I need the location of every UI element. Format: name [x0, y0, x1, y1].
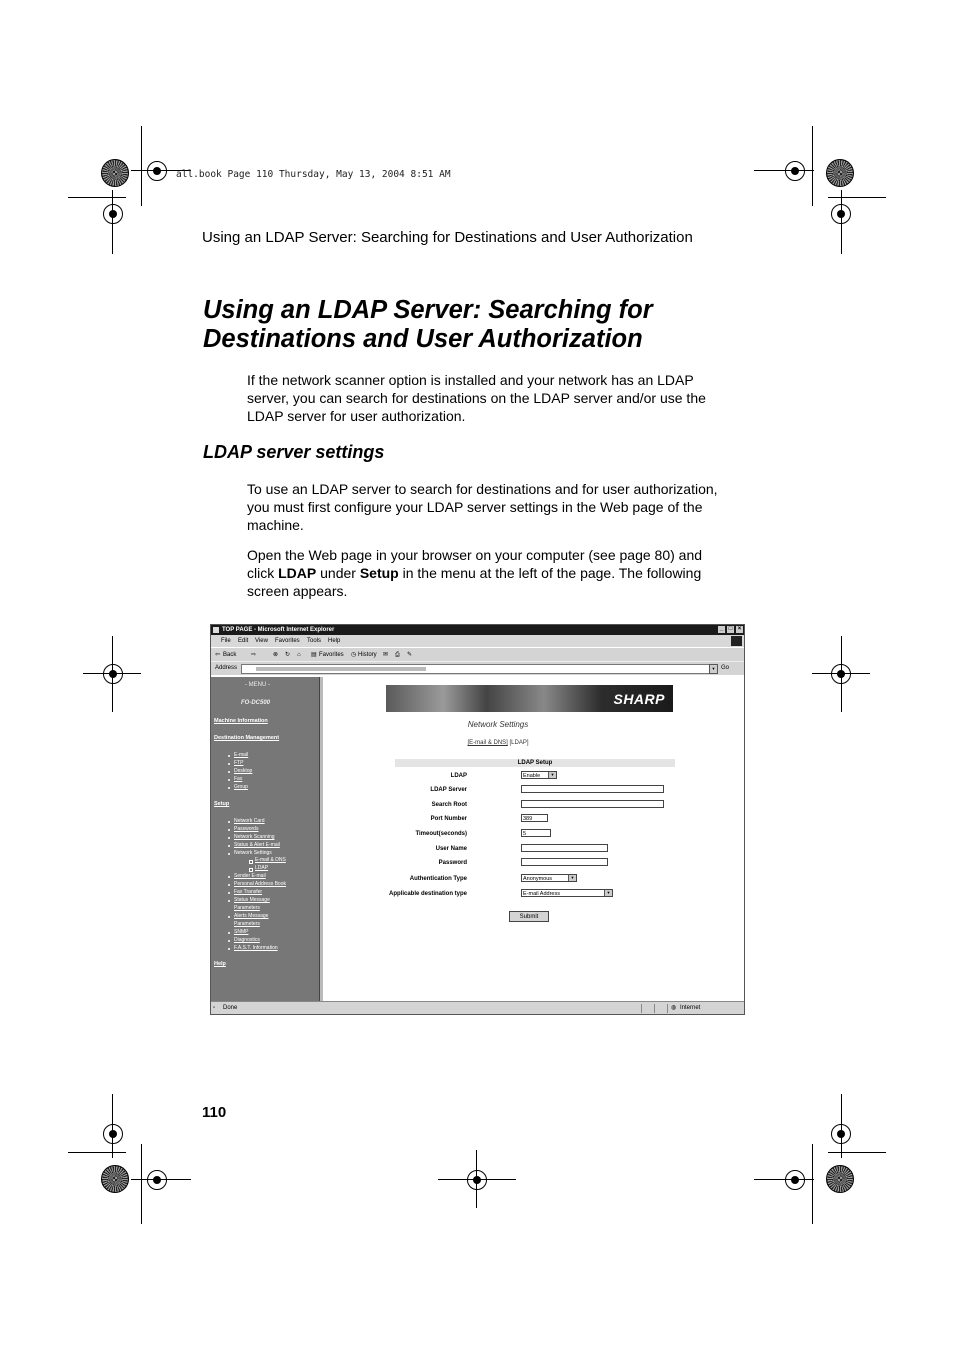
- link-status-message-parameters[interactable]: Parameters: [234, 905, 260, 911]
- menu-bar: [211, 635, 744, 647]
- back-arrow-icon: ⇦: [215, 652, 221, 658]
- chevron-down-icon: ▼: [568, 875, 576, 881]
- favorites-icon: ▤: [311, 652, 317, 658]
- ie-icon: [213, 627, 219, 633]
- mail-icon[interactable]: ✉: [383, 652, 389, 658]
- ldap-server-input[interactable]: [521, 785, 664, 793]
- crosshair-icon: [103, 204, 123, 224]
- chevron-down-icon: ▼: [604, 890, 612, 896]
- user-name-input[interactable]: [521, 844, 608, 852]
- toolbar: [211, 647, 744, 662]
- menu-caption: - MENU -: [245, 682, 270, 688]
- label-ldap-server: LDAP Server: [430, 787, 467, 793]
- menu-edit[interactable]: Edit: [238, 638, 249, 644]
- network-settings-heading: Network Settings: [467, 720, 529, 729]
- windows-logo-icon: [731, 636, 742, 646]
- link-fax-transfer[interactable]: Fax Transfer: [234, 889, 263, 895]
- maximize-icon[interactable]: □: [728, 626, 733, 632]
- link-status-alert-email[interactable]: Status & Alert E-mail: [234, 842, 280, 848]
- link-network-scanning[interactable]: Network Scanning: [234, 834, 275, 840]
- back-button[interactable]: Back: [223, 652, 237, 658]
- zone-text: Internet: [680, 1005, 701, 1011]
- link-fax[interactable]: Fax: [234, 776, 243, 782]
- submit-button[interactable]: Submit: [509, 911, 549, 922]
- crosshair-icon: [785, 161, 805, 181]
- link-passwords[interactable]: Passwords: [234, 826, 259, 832]
- password-input[interactable]: [521, 858, 608, 866]
- authentication-type-select[interactable]: Anonymous ▼: [521, 874, 577, 882]
- link-machine-information[interactable]: Machine Information: [214, 718, 268, 724]
- browser-screenshot: [210, 624, 745, 1015]
- crosshair-icon: [785, 1170, 805, 1190]
- internet-zone-icon: ◍: [671, 1005, 677, 1011]
- nav-ldap-current: [LDAP]: [509, 740, 529, 746]
- page-number: 110: [202, 1104, 227, 1121]
- link-destination-management[interactable]: Destination Management: [214, 735, 280, 741]
- refresh-icon[interactable]: ↻: [285, 652, 291, 658]
- network-settings-label: Network Settings: [234, 850, 272, 856]
- crosshair-icon: [467, 1170, 487, 1190]
- registration-disc-icon: [826, 1165, 854, 1193]
- label-destination-type: Applicable destination type: [388, 891, 467, 897]
- status-text: Done: [223, 1005, 238, 1011]
- crosshair-icon: [147, 161, 167, 181]
- edit-icon[interactable]: ✎: [407, 652, 413, 658]
- print-slug: all.book Page 110 Thursday, May 13, 2004 8:51 AM: [176, 169, 451, 180]
- link-alerts-message[interactable]: Alerts Message: [234, 913, 269, 919]
- address-bar: [211, 661, 744, 675]
- crosshair-icon: [103, 664, 123, 684]
- forward-arrow-icon[interactable]: ⇨: [251, 652, 257, 658]
- label-password: Password: [438, 860, 467, 866]
- settings-paragraph: To use an LDAP server to search for destinations and for user authorization, you must first configure your LDAP server settings in the Web page of the machine.: [247, 481, 718, 533]
- address-label: Address: [215, 665, 238, 671]
- link-alerts-message-parameters[interactable]: Parameters: [234, 921, 260, 927]
- link-fast-information[interactable]: F.A.S.T. Information: [234, 945, 278, 951]
- status-bar: [211, 1001, 744, 1015]
- print-icon[interactable]: ⎙: [395, 652, 400, 658]
- crosshair-icon: [103, 1124, 123, 1144]
- ldap-select[interactable]: Enable ▼: [521, 771, 557, 779]
- menu-favorites[interactable]: Favorites: [275, 638, 300, 644]
- history-icon: ◷: [351, 652, 357, 658]
- left-menu-frame: [211, 677, 319, 1001]
- nav-email-dns[interactable]: [E-mail & DNS]: [467, 740, 508, 746]
- section-heading: LDAP server settings: [203, 442, 385, 462]
- close-icon[interactable]: ×: [737, 626, 742, 632]
- label-user-name: User Name: [435, 846, 467, 852]
- favorites-button[interactable]: Favorites: [319, 652, 344, 658]
- page-icon: ▫: [213, 1005, 216, 1011]
- chevron-down-icon: ▼: [548, 772, 556, 778]
- registration-disc-icon: [101, 159, 129, 187]
- link-help[interactable]: Help: [214, 961, 226, 967]
- destination-type-select[interactable]: E-mail Address ▼: [521, 889, 613, 897]
- address-input[interactable]: [241, 664, 713, 674]
- home-icon[interactable]: ⌂: [297, 652, 301, 658]
- menu-tools[interactable]: Tools: [307, 638, 322, 644]
- link-ftp[interactable]: FTP: [234, 760, 244, 766]
- crosshair-icon: [147, 1170, 167, 1190]
- link-sender-email[interactable]: Sender E-mail: [234, 873, 266, 879]
- running-head: Using an LDAP Server: Searching for Destinations and User Authorization: [202, 229, 693, 246]
- ldap-setup-header: LDAP Setup: [395, 759, 675, 767]
- model-name: FO-DC500: [241, 700, 271, 706]
- stop-icon[interactable]: ⊗: [273, 652, 279, 658]
- link-network-card[interactable]: Network Card: [234, 818, 265, 824]
- main-frame: [323, 677, 744, 1001]
- registration-disc-icon: [101, 1165, 129, 1193]
- link-setup[interactable]: Setup: [214, 801, 230, 807]
- link-desktop[interactable]: Desktop: [234, 768, 253, 774]
- menu-view[interactable]: View: [255, 638, 268, 644]
- link-status-message[interactable]: Status Message: [234, 897, 270, 903]
- minimize-icon[interactable]: _: [719, 626, 724, 632]
- intro-paragraph: If the network scanner option is installed and your network has an LDAP server, you can search for destinations on the LDAP server and/or use the LDAP server for user authorization.: [247, 372, 706, 424]
- history-button[interactable]: History: [358, 652, 377, 658]
- search-root-input[interactable]: [521, 800, 664, 808]
- sharp-banner: [386, 685, 673, 712]
- window-title: TOP PAGE - Microsoft Internet Explorer: [222, 627, 335, 633]
- sharp-logo: SHARP: [613, 691, 665, 707]
- registration-disc-icon: [826, 159, 854, 187]
- label-search-root: Search Root: [431, 802, 467, 808]
- go-button[interactable]: Go: [721, 665, 730, 671]
- link-email[interactable]: E-mail: [234, 752, 249, 758]
- link-diagnostics[interactable]: Diagnostics: [234, 937, 260, 943]
- label-timeout: Timeout(seconds): [415, 831, 467, 837]
- link-snmp[interactable]: SNMP: [234, 929, 249, 935]
- timeout-input[interactable]: 5: [521, 829, 551, 837]
- instruction-paragraph: Open the Web page in your browser on your computer (see page 80) and click LDAP under Setup in the menu at the left of the page. The following screen appears.: [247, 547, 703, 599]
- menu-file[interactable]: File: [221, 638, 231, 644]
- page-title: Using an LDAP Server: Searching for Destinations and User Authorization: [203, 296, 653, 353]
- link-personal-address-book[interactable]: Personal Address Book: [234, 881, 286, 887]
- address-dropdown-icon[interactable]: ▼: [709, 664, 718, 674]
- port-number-input[interactable]: 389: [521, 814, 548, 822]
- window-titlebar: [211, 625, 744, 635]
- label-authentication-type: Authentication Type: [409, 876, 467, 882]
- label-ldap: LDAP: [450, 773, 467, 779]
- label-port-number: Port Number: [430, 816, 467, 822]
- menu-help[interactable]: Help: [328, 638, 341, 644]
- link-ldap[interactable]: LDAP: [255, 865, 269, 871]
- link-group[interactable]: Group: [234, 784, 248, 790]
- link-email-dns[interactable]: E-mail & DNS: [255, 857, 286, 863]
